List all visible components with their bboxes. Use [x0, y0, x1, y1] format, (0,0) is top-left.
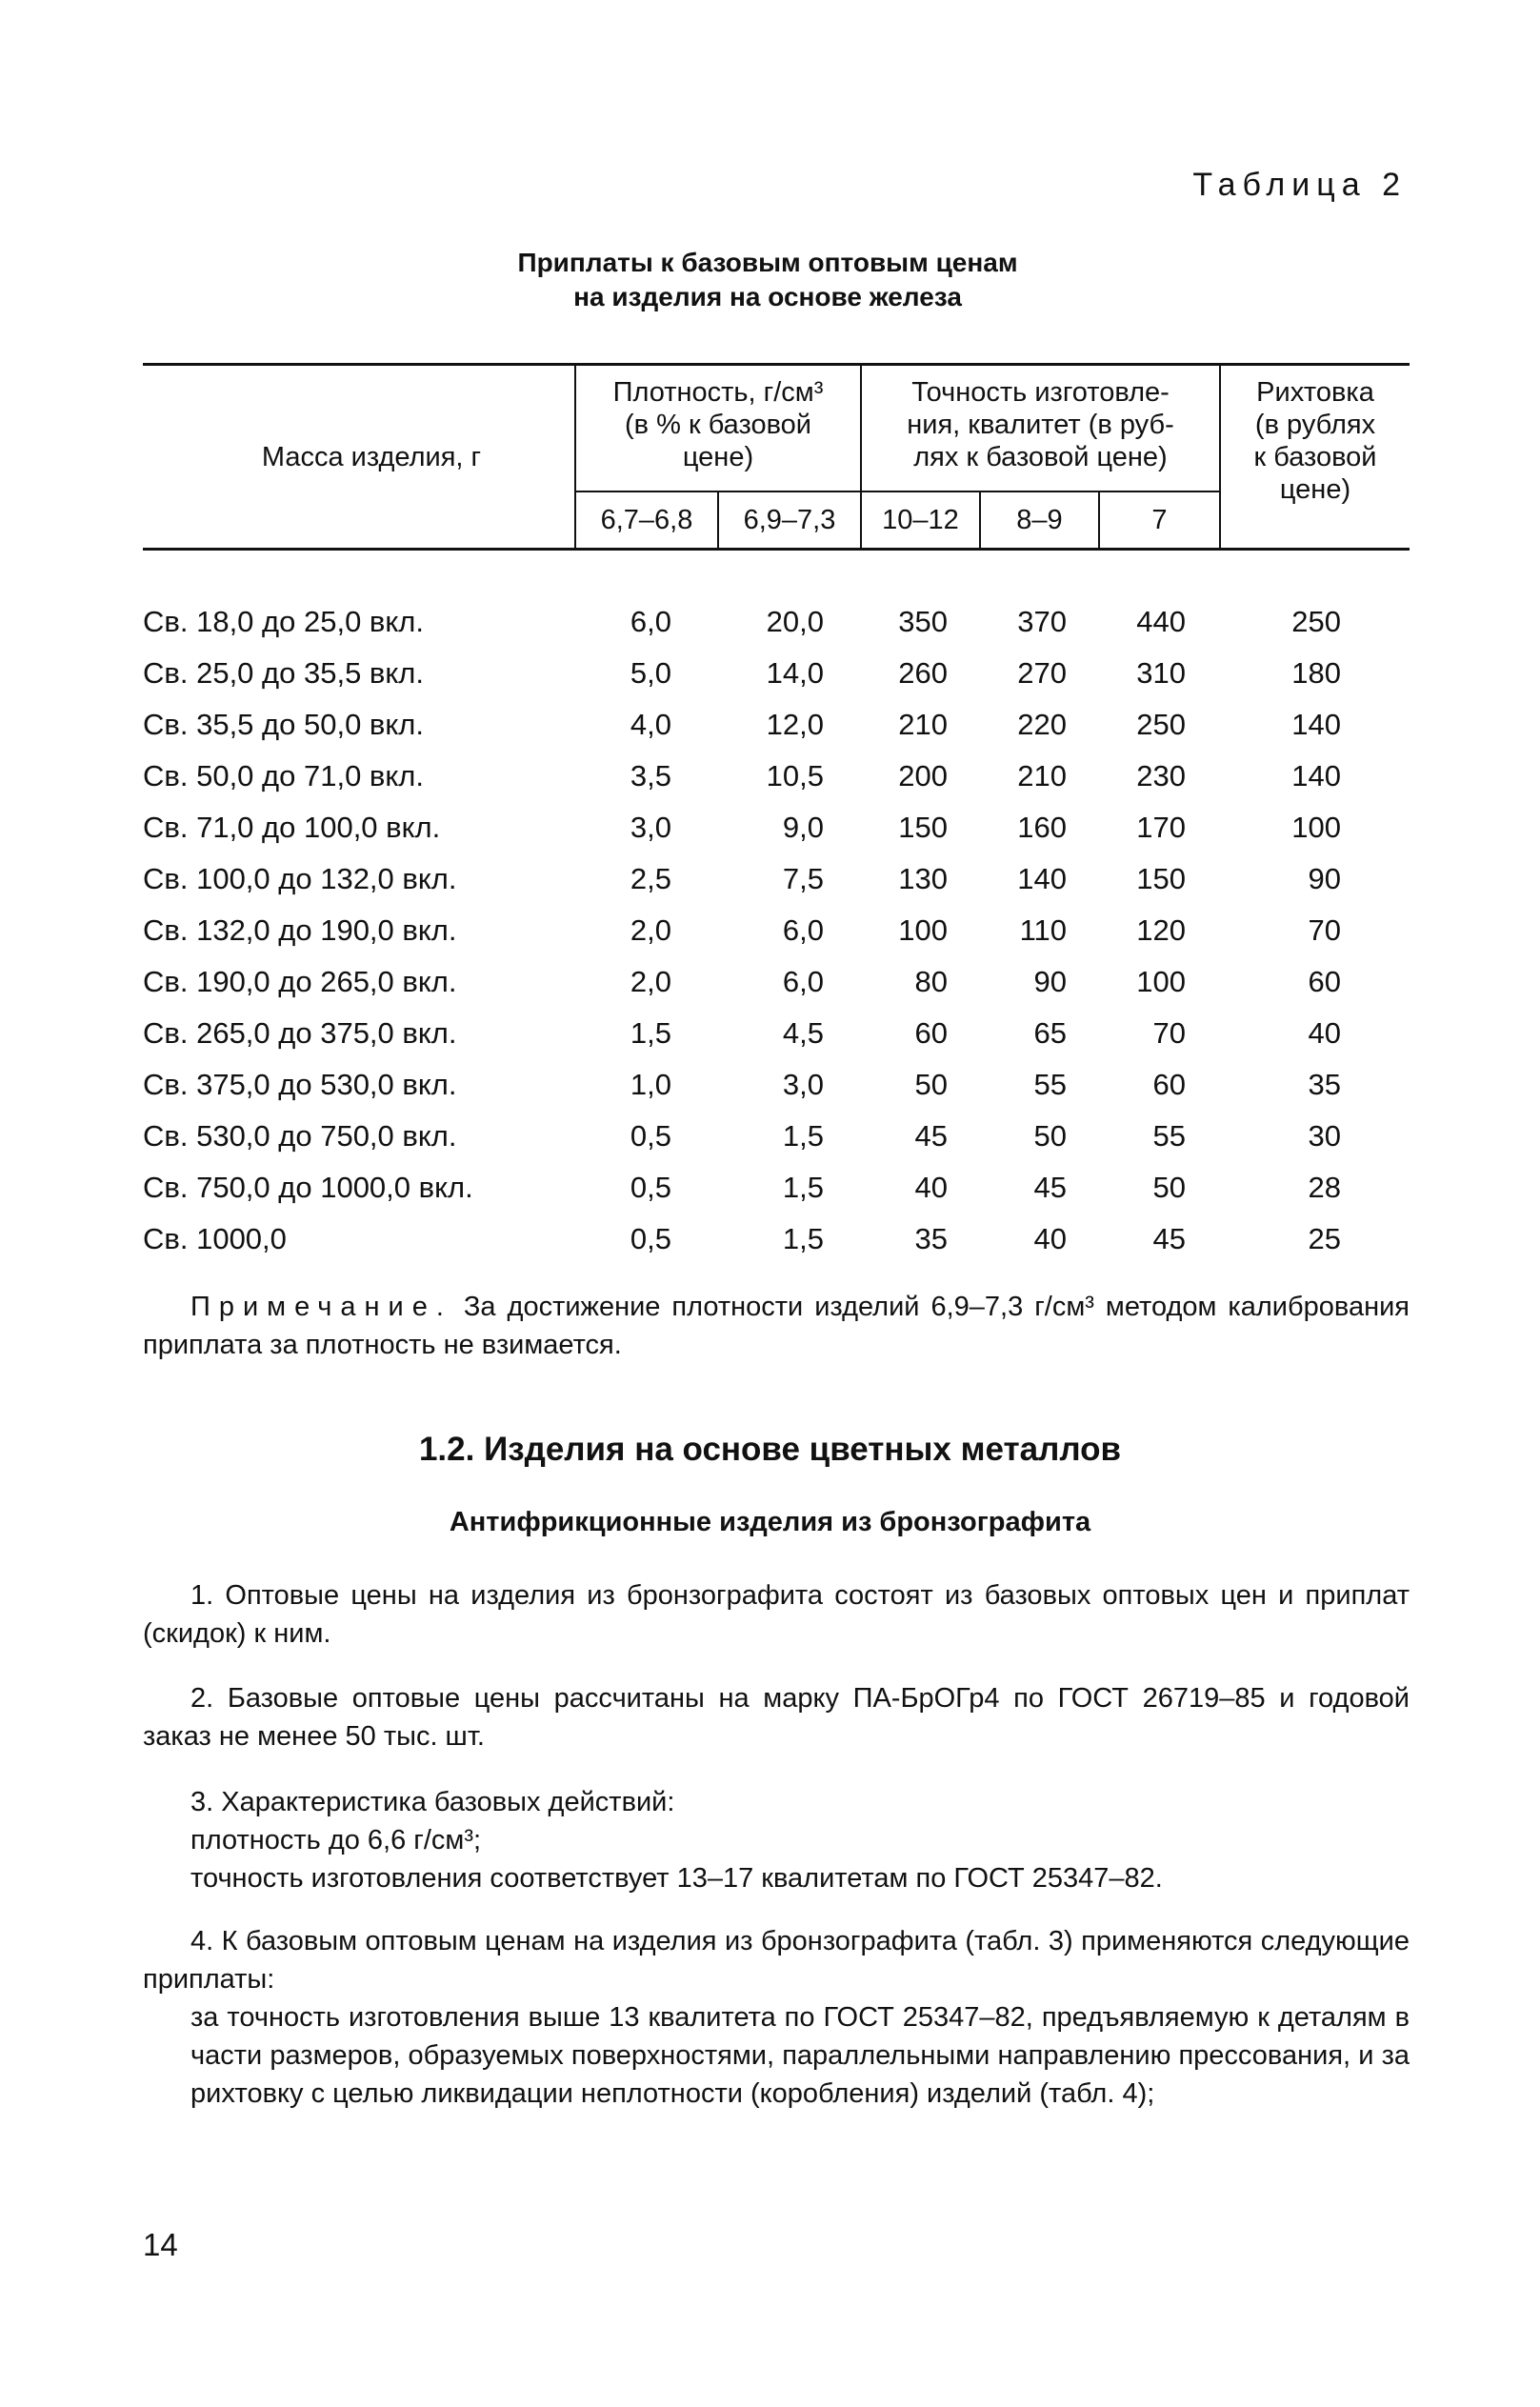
cell-precision-10-12: 100 [898, 913, 948, 947]
row-mass-label: Св. 1000,0 [143, 1222, 287, 1255]
cell-density-high: 6,0 [782, 965, 824, 998]
header-precision-col-3: 7 [1151, 505, 1168, 535]
row-mass-label: Св. 190,0 до 265,0 вкл. [143, 965, 457, 998]
cell-density-high: 10,5 [766, 759, 824, 792]
cell-precision-7: 50 [1152, 1171, 1186, 1204]
cell-density-low: 3,0 [630, 811, 671, 844]
cell-precision-7: 70 [1152, 1016, 1186, 1050]
cell-precision-7: 150 [1136, 862, 1186, 895]
cell-precision-7: 170 [1136, 811, 1186, 844]
cell-density-low: 6,0 [630, 605, 671, 638]
table-title [0, 246, 1540, 314]
cell-precision-10-12: 150 [898, 811, 948, 844]
cell-precision-8-9: 45 [1033, 1171, 1067, 1204]
table-title-line1: Приплаты к базовым оптовым ценам [517, 248, 1018, 277]
header-straightening: Рихтовка (в рублях к базовой цене) [1253, 377, 1377, 505]
cell-precision-7: 120 [1136, 913, 1186, 947]
cell-straightening: 140 [1291, 708, 1341, 741]
cell-precision-7: 60 [1152, 1068, 1186, 1101]
cell-density-high: 14,0 [766, 656, 824, 690]
header-density-col-2: 6,9–7,3 [743, 505, 836, 535]
cell-precision-8-9: 50 [1033, 1119, 1067, 1153]
cell-straightening: 40 [1308, 1016, 1341, 1050]
cell-density-high: 4,5 [782, 1016, 824, 1050]
cell-precision-7: 100 [1136, 965, 1186, 998]
cell-straightening: 180 [1291, 656, 1341, 690]
cell-precision-10-12: 80 [914, 965, 948, 998]
header-precision-col-2: 8–9 [1016, 505, 1063, 535]
row-mass-label: Св. 750,0 до 1000,0 вкл. [143, 1171, 473, 1204]
row-mass-label: Св. 530,0 до 750,0 вкл. [143, 1119, 457, 1153]
cell-precision-10-12: 60 [914, 1016, 948, 1050]
row-mass-label: Св. 50,0 до 71,0 вкл. [143, 759, 424, 792]
row-mass-label: Св. 71,0 до 100,0 вкл. [143, 811, 441, 844]
cell-density-low: 2,0 [630, 965, 671, 998]
cell-straightening: 250 [1291, 605, 1341, 638]
cell-precision-10-12: 35 [914, 1222, 948, 1255]
cell-precision-10-12: 210 [898, 708, 948, 741]
paragraph-3: 3. Характеристика базовых действий: плотность до 6,6 г/см³; точность изготовления соответствует 13–17 квалитетам по ГОСТ 25347–82. [190, 1787, 1163, 1894]
cell-precision-7: 45 [1152, 1222, 1186, 1255]
cell-density-high: 1,5 [782, 1171, 824, 1204]
cell-density-low: 0,5 [630, 1171, 671, 1204]
cell-straightening: 28 [1308, 1171, 1341, 1204]
cell-density-low: 1,5 [630, 1016, 671, 1050]
cell-precision-10-12: 200 [898, 759, 948, 792]
page-number: 14 [143, 2227, 178, 2262]
cell-straightening: 100 [1291, 811, 1341, 844]
cell-precision-7: 310 [1136, 656, 1186, 690]
cell-precision-8-9: 370 [1017, 605, 1067, 638]
cell-density-high: 7,5 [782, 862, 824, 895]
cell-precision-7: 440 [1136, 605, 1186, 638]
row-mass-label: Св. 100,0 до 132,0 вкл. [143, 862, 457, 895]
cell-precision-8-9: 65 [1033, 1016, 1067, 1050]
subsection-title: Антифрикционные изделия из бронзографита [449, 1507, 1091, 1537]
cell-straightening: 70 [1308, 913, 1341, 947]
header-density-col-1: 6,7–6,8 [600, 505, 693, 535]
cell-precision-7: 230 [1136, 759, 1186, 792]
header-precision-group: Точность изготовле- ния, квалитет (в руб- лях к базовой цене) [907, 377, 1174, 472]
cell-density-high: 12,0 [766, 708, 824, 741]
cell-straightening: 140 [1291, 759, 1341, 792]
cell-precision-8-9: 40 [1033, 1222, 1067, 1255]
header-precision-col-1: 10–12 [882, 505, 959, 535]
header-density-group: Плотность, г/см³ (в % к базовой цене) [612, 377, 824, 472]
header-mass: Масса изделия, г [261, 442, 482, 472]
cell-precision-8-9: 220 [1017, 708, 1067, 741]
paragraph-1: 1. Оптовые цены на изделия из бронзографита состоят из базовых оптовых цен и приплат (скидок) к ним. [143, 1580, 1410, 1649]
cell-density-low: 2,0 [630, 913, 671, 947]
table-title-line2: на изделия на основе железа [573, 282, 962, 311]
cell-density-high: 3,0 [782, 1068, 824, 1101]
cell-precision-10-12: 40 [914, 1171, 948, 1204]
row-mass-label: Св. 18,0 до 25,0 вкл. [143, 605, 424, 638]
table-label: Таблица 2 [1192, 167, 1407, 203]
row-mass-label: Св. 265,0 до 375,0 вкл. [143, 1016, 457, 1050]
cell-precision-10-12: 350 [898, 605, 948, 638]
cell-precision-10-12: 260 [898, 656, 948, 690]
cell-density-low: 0,5 [630, 1222, 671, 1255]
note-label: Примечание. [190, 1292, 452, 1322]
cell-straightening: 30 [1308, 1119, 1341, 1153]
cell-density-high: 6,0 [782, 913, 824, 947]
cell-precision-8-9: 140 [1017, 862, 1067, 895]
cell-precision-8-9: 110 [1019, 913, 1067, 947]
cell-density-low: 0,5 [630, 1119, 671, 1153]
cell-density-high: 9,0 [782, 811, 824, 844]
cell-straightening: 35 [1308, 1068, 1341, 1101]
row-mass-label: Св. 25,0 до 35,5 вкл. [143, 656, 424, 690]
cell-precision-8-9: 90 [1033, 965, 1067, 998]
note [143, 1288, 1410, 1364]
cell-precision-8-9: 210 [1017, 759, 1067, 792]
cell-precision-8-9: 270 [1017, 656, 1067, 690]
note-text: За достижение плотности изделий 6,9–7,3 г/см³ методом калибрования приплата за плотность не взимается. [143, 1292, 1410, 1360]
cell-density-low: 3,5 [630, 759, 671, 792]
cell-precision-7: 250 [1136, 708, 1186, 741]
paragraph-2: 2. Базовые оптовые цены рассчитаны на марку ПА-БрОГр4 по ГОСТ 26719–85 и годовой заказ не менее 50 тыс. шт. [143, 1683, 1410, 1752]
cell-density-low: 5,0 [630, 656, 671, 690]
cell-precision-8-9: 55 [1033, 1068, 1067, 1101]
cell-straightening: 60 [1308, 965, 1341, 998]
cell-precision-10-12: 45 [914, 1119, 948, 1153]
table-subheader-rule [574, 491, 1219, 492]
section-title: 1.2. Изделия на основе цветных металлов [418, 1431, 1122, 1468]
row-mass-label: Св. 132,0 до 190,0 вкл. [143, 913, 457, 947]
cell-density-high: 1,5 [782, 1119, 824, 1153]
cell-straightening: 90 [1308, 862, 1341, 895]
cell-precision-7: 55 [1152, 1119, 1186, 1153]
cell-precision-10-12: 50 [914, 1068, 948, 1101]
cell-density-low: 1,0 [630, 1068, 671, 1101]
cell-straightening: 25 [1308, 1222, 1341, 1255]
cell-precision-8-9: 160 [1017, 811, 1067, 844]
row-mass-label: Св. 375,0 до 530,0 вкл. [143, 1068, 457, 1101]
cell-density-low: 2,5 [630, 862, 671, 895]
row-mass-label: Св. 35,5 до 50,0 вкл. [143, 708, 424, 741]
cell-density-high: 1,5 [782, 1222, 824, 1255]
cell-density-low: 4,0 [630, 708, 671, 741]
cell-density-high: 20,0 [766, 605, 824, 638]
paragraph-4: 4. К базовым оптовым ценам на изделия из бронзографита (табл. 3) применяются следующие приплаты: за точность изготовления выше 13 квалитета по ГОСТ 25347–82, предъявляемую к деталям в части размеров, образуемых поверхностями, параллельными направлению прессования, и за рихтовку с целью ликвидации неплотности (коробления) изделий (табл. 4); [143, 1926, 1410, 2109]
cell-precision-10-12: 130 [898, 862, 948, 895]
